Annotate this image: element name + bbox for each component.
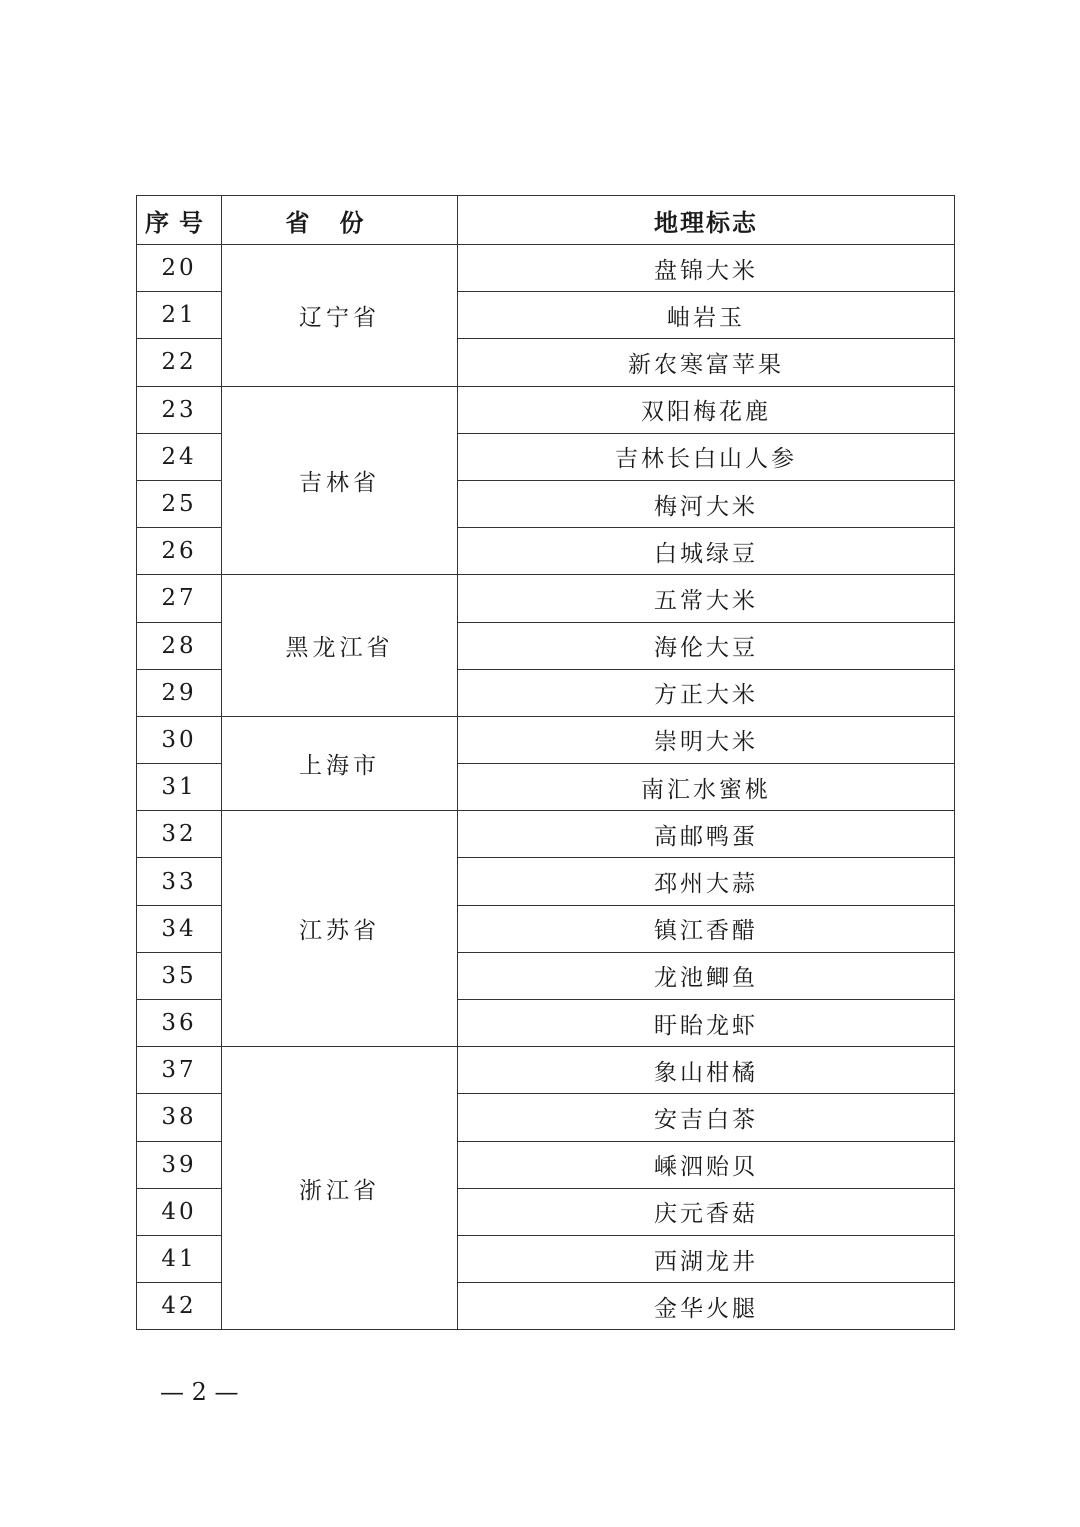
cell-seq: 40 [137, 1188, 222, 1235]
cell-seq: 28 [137, 622, 222, 669]
cell-seq: 34 [137, 905, 222, 952]
cell-province: 江苏省 [222, 811, 458, 1047]
cell-gi: 五常大米 [458, 575, 955, 622]
table-row [137, 245, 955, 292]
table-row [137, 811, 955, 858]
cell-gi: 南汇水蜜桃 [458, 764, 955, 811]
cell-gi: 镇江香醋 [458, 905, 955, 952]
cell-seq: 26 [137, 528, 222, 575]
cell-province: 吉林省 [222, 386, 458, 575]
cell-gi: 白城绿豆 [458, 528, 955, 575]
cell-seq: 22 [137, 339, 222, 386]
cell-seq: 39 [137, 1141, 222, 1188]
gi-table [136, 195, 955, 1330]
table-header-row [137, 196, 955, 245]
cell-seq: 20 [137, 245, 222, 292]
cell-gi: 方正大米 [458, 669, 955, 716]
cell-gi: 龙池鲫鱼 [458, 952, 955, 999]
cell-gi: 崇明大米 [458, 716, 955, 763]
gi-table-container [136, 195, 954, 1330]
cell-gi: 新农寒富苹果 [458, 339, 955, 386]
cell-seq: 24 [137, 433, 222, 480]
cell-seq: 35 [137, 952, 222, 999]
cell-seq: 31 [137, 764, 222, 811]
cell-seq: 32 [137, 811, 222, 858]
cell-province: 上海市 [222, 716, 458, 810]
cell-gi: 双阳梅花鹿 [458, 386, 955, 433]
cell-gi: 海伦大豆 [458, 622, 955, 669]
cell-gi: 梅河大米 [458, 480, 955, 527]
table-body [137, 245, 955, 1330]
cell-gi: 嵊泗贻贝 [458, 1141, 955, 1188]
cell-gi: 吉林长白山人参 [458, 433, 955, 480]
cell-seq: 23 [137, 386, 222, 433]
page-number: — 2 — [160, 1378, 239, 1406]
cell-gi: 安吉白茶 [458, 1094, 955, 1141]
cell-gi: 西湖龙井 [458, 1235, 955, 1282]
cell-seq: 41 [137, 1235, 222, 1282]
cell-seq: 25 [137, 480, 222, 527]
table-row [137, 386, 955, 433]
cell-seq: 27 [137, 575, 222, 622]
cell-seq: 29 [137, 669, 222, 716]
cell-gi: 象山柑橘 [458, 1047, 955, 1094]
cell-gi: 岫岩玉 [458, 292, 955, 339]
cell-gi: 盱眙龙虾 [458, 1000, 955, 1047]
table-row [137, 716, 955, 763]
cell-seq: 36 [137, 1000, 222, 1047]
cell-gi: 邳州大蒜 [458, 858, 955, 905]
cell-seq: 33 [137, 858, 222, 905]
header-gi: 地理标志 [458, 196, 955, 245]
cell-seq: 38 [137, 1094, 222, 1141]
cell-gi: 高邮鸭蛋 [458, 811, 955, 858]
header-seq: 序号 [137, 196, 222, 245]
header-province: 省份 [222, 196, 458, 245]
cell-province: 辽宁省 [222, 245, 458, 387]
cell-province: 浙江省 [222, 1047, 458, 1330]
cell-province: 黑龙江省 [222, 575, 458, 717]
cell-seq: 42 [137, 1283, 222, 1330]
cell-seq: 21 [137, 292, 222, 339]
table-row [137, 575, 955, 622]
cell-seq: 37 [137, 1047, 222, 1094]
cell-gi: 盘锦大米 [458, 245, 955, 292]
cell-gi: 庆元香菇 [458, 1188, 955, 1235]
table-row [137, 1047, 955, 1094]
cell-seq: 30 [137, 716, 222, 763]
cell-gi: 金华火腿 [458, 1283, 955, 1330]
